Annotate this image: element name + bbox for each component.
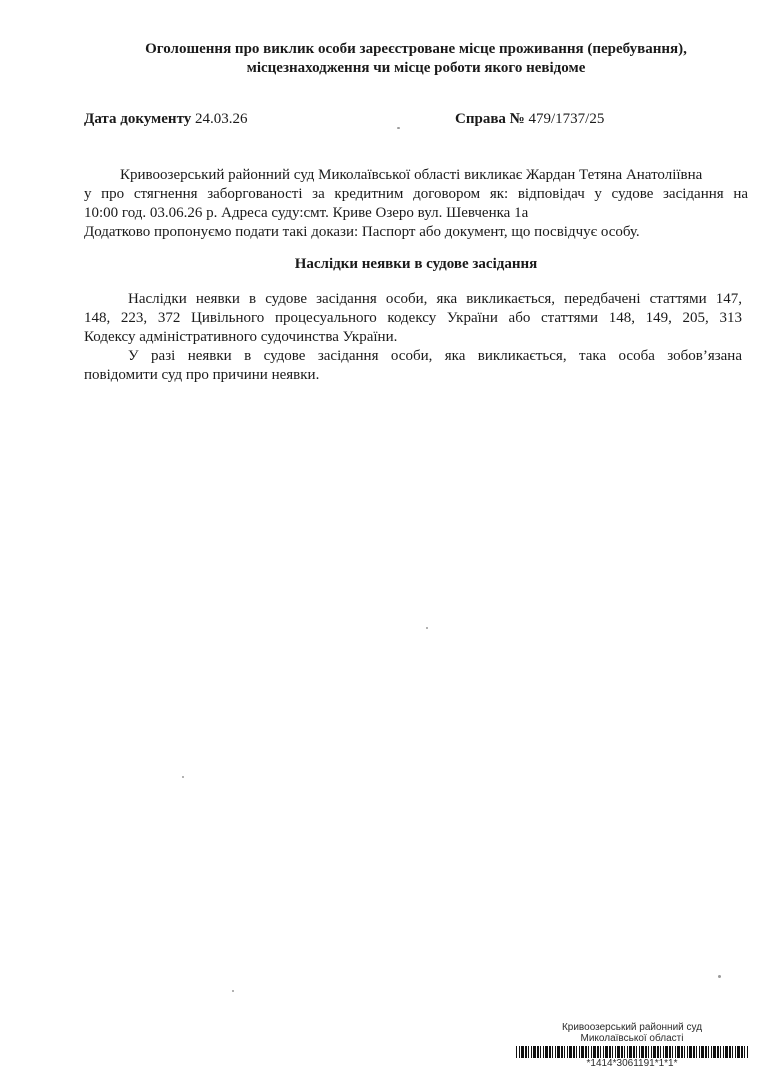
barcode-bar — [533, 1046, 536, 1058]
barcode-bar — [705, 1046, 707, 1058]
barcode-bar — [711, 1046, 712, 1058]
stamp-court-name: Кривоозерський районний суд — [561, 1022, 703, 1033]
barcode-bar — [713, 1046, 716, 1058]
barcode-bar — [645, 1046, 647, 1058]
barcode-bar — [732, 1046, 733, 1058]
barcode-bar — [669, 1046, 671, 1058]
barcode-bar — [708, 1046, 709, 1058]
barcode-bar — [531, 1046, 532, 1058]
section-heading: Наслідки неявки в судове засідання — [294, 256, 538, 272]
barcode — [516, 1046, 748, 1058]
barcode-bar — [621, 1046, 623, 1058]
barcode-bar — [636, 1046, 637, 1058]
barcode-bar — [521, 1046, 524, 1058]
barcode-bar — [585, 1046, 587, 1058]
barcode-bar — [579, 1046, 580, 1058]
barcode-bar — [741, 1046, 743, 1058]
barcode-bar — [717, 1046, 719, 1058]
barcode-bar — [545, 1046, 548, 1058]
barcode-bar — [609, 1046, 611, 1058]
barcode-bar — [701, 1046, 704, 1058]
consequences-line: Наслідки неявки в судове засідання особи, яка викликається, передбачені статтями 147, — [128, 291, 742, 307]
barcode-bar — [677, 1046, 680, 1058]
document-date-value: 24.03.26 — [195, 111, 248, 127]
scan-speck — [182, 776, 184, 778]
barcode-bar — [627, 1046, 628, 1058]
barcode-bar — [681, 1046, 683, 1058]
barcode-bar — [588, 1046, 589, 1058]
summons-line: у про стягнення заборгованості за кредитним договором як: відповідач у судове засідання на — [84, 186, 748, 202]
barcode-bar — [747, 1046, 748, 1058]
barcode-bar — [557, 1046, 560, 1058]
barcode-bar — [696, 1046, 697, 1058]
scan-speck — [426, 627, 428, 629]
consequences-line: Кодексу адміністративного судочинства України. — [84, 329, 398, 345]
barcode-bar — [552, 1046, 553, 1058]
stamp-court-region: Миколаївської області — [580, 1033, 684, 1044]
barcode-code: *1414*3061191*1*1* — [586, 1058, 678, 1069]
summons-line: Кривоозерський районний суд Миколаївської області викликає Жардан Тетяна Анатоліївна — [120, 167, 703, 183]
barcode-bar — [603, 1046, 604, 1058]
barcode-bar — [653, 1046, 656, 1058]
barcode-bar — [663, 1046, 664, 1058]
barcode-bar — [543, 1046, 544, 1058]
court-stamp — [516, 1022, 748, 1069]
barcode-bar — [612, 1046, 613, 1058]
document-date — [84, 111, 248, 128]
barcode-bar — [660, 1046, 661, 1058]
barcode-bar — [675, 1046, 676, 1058]
barcode-bar — [657, 1046, 659, 1058]
barcode-bar — [576, 1046, 577, 1058]
barcode-bar — [639, 1046, 640, 1058]
barcode-bar — [573, 1046, 575, 1058]
barcode-bar — [633, 1046, 635, 1058]
barcode-bar — [593, 1046, 596, 1058]
barcode-bar — [591, 1046, 592, 1058]
barcode-bar — [605, 1046, 608, 1058]
consequences-paragraph — [84, 290, 742, 385]
barcode-bar — [597, 1046, 599, 1058]
barcode-bar — [684, 1046, 685, 1058]
barcode-bar — [651, 1046, 652, 1058]
barcode-bar — [693, 1046, 695, 1058]
scan-speck — [718, 975, 721, 978]
barcode-bar — [735, 1046, 736, 1058]
case-number — [455, 111, 604, 128]
scan-speck — [397, 127, 400, 129]
barcode-bar — [672, 1046, 673, 1058]
barcode-bar — [723, 1046, 724, 1058]
barcode-bar — [581, 1046, 584, 1058]
barcode-bar — [564, 1046, 565, 1058]
barcode-bar — [737, 1046, 740, 1058]
consequences-line: У разі неявки в судове засідання особи, яка викликається, така особа зобов’язана — [128, 348, 742, 364]
barcode-bar — [617, 1046, 620, 1058]
barcode-bar — [624, 1046, 625, 1058]
barcode-bar — [540, 1046, 541, 1058]
barcode-bar — [665, 1046, 668, 1058]
barcode-bar — [516, 1046, 517, 1058]
barcode-bar — [720, 1046, 721, 1058]
barcode-bar — [600, 1046, 601, 1058]
barcode-bar — [528, 1046, 529, 1058]
barcode-bar — [537, 1046, 539, 1058]
summons-paragraph — [84, 166, 748, 242]
scan-speck — [232, 990, 234, 992]
case-number-value: 479/1737/25 — [528, 111, 605, 127]
barcode-bar — [725, 1046, 728, 1058]
document-title-line: місцезнаходження чи місце роботи якого невідоме — [246, 60, 586, 76]
document-title — [84, 40, 748, 78]
barcode-bar — [699, 1046, 700, 1058]
barcode-bar — [615, 1046, 616, 1058]
barcode-bar — [689, 1046, 692, 1058]
barcode-bar — [567, 1046, 568, 1058]
barcode-bar — [648, 1046, 649, 1058]
barcode-bar — [687, 1046, 688, 1058]
document-date-label: Дата документу — [84, 111, 192, 127]
barcode-bar — [561, 1046, 563, 1058]
barcode-bar — [629, 1046, 632, 1058]
barcode-bar — [519, 1046, 520, 1058]
barcode-bar — [641, 1046, 644, 1058]
consequences-line: 148, 223, 372 Цивільного процесуального кодексу України або статтями 148, 149, 205, 313 — [84, 310, 742, 326]
barcode-bar — [744, 1046, 745, 1058]
case-number-label: Справа № — [455, 111, 525, 127]
barcode-bar — [549, 1046, 551, 1058]
summons-line: Додатково пропонуємо подати такі докази: Паспорт або документ, що посвідчує особу. — [84, 224, 640, 240]
barcode-bar — [569, 1046, 572, 1058]
barcode-bar — [555, 1046, 556, 1058]
barcode-bar — [729, 1046, 731, 1058]
summons-line: 10:00 год. 03.06.26 р. Адреса суду:смт. Криве Озеро вул. Шевченка 1а — [84, 205, 529, 221]
consequences-line: повідомити суд про причини неявки. — [84, 367, 320, 383]
barcode-bar — [525, 1046, 527, 1058]
document-title-line: Оголошення про виклик особи зареєстроване місце проживання (перебування), — [145, 41, 687, 57]
